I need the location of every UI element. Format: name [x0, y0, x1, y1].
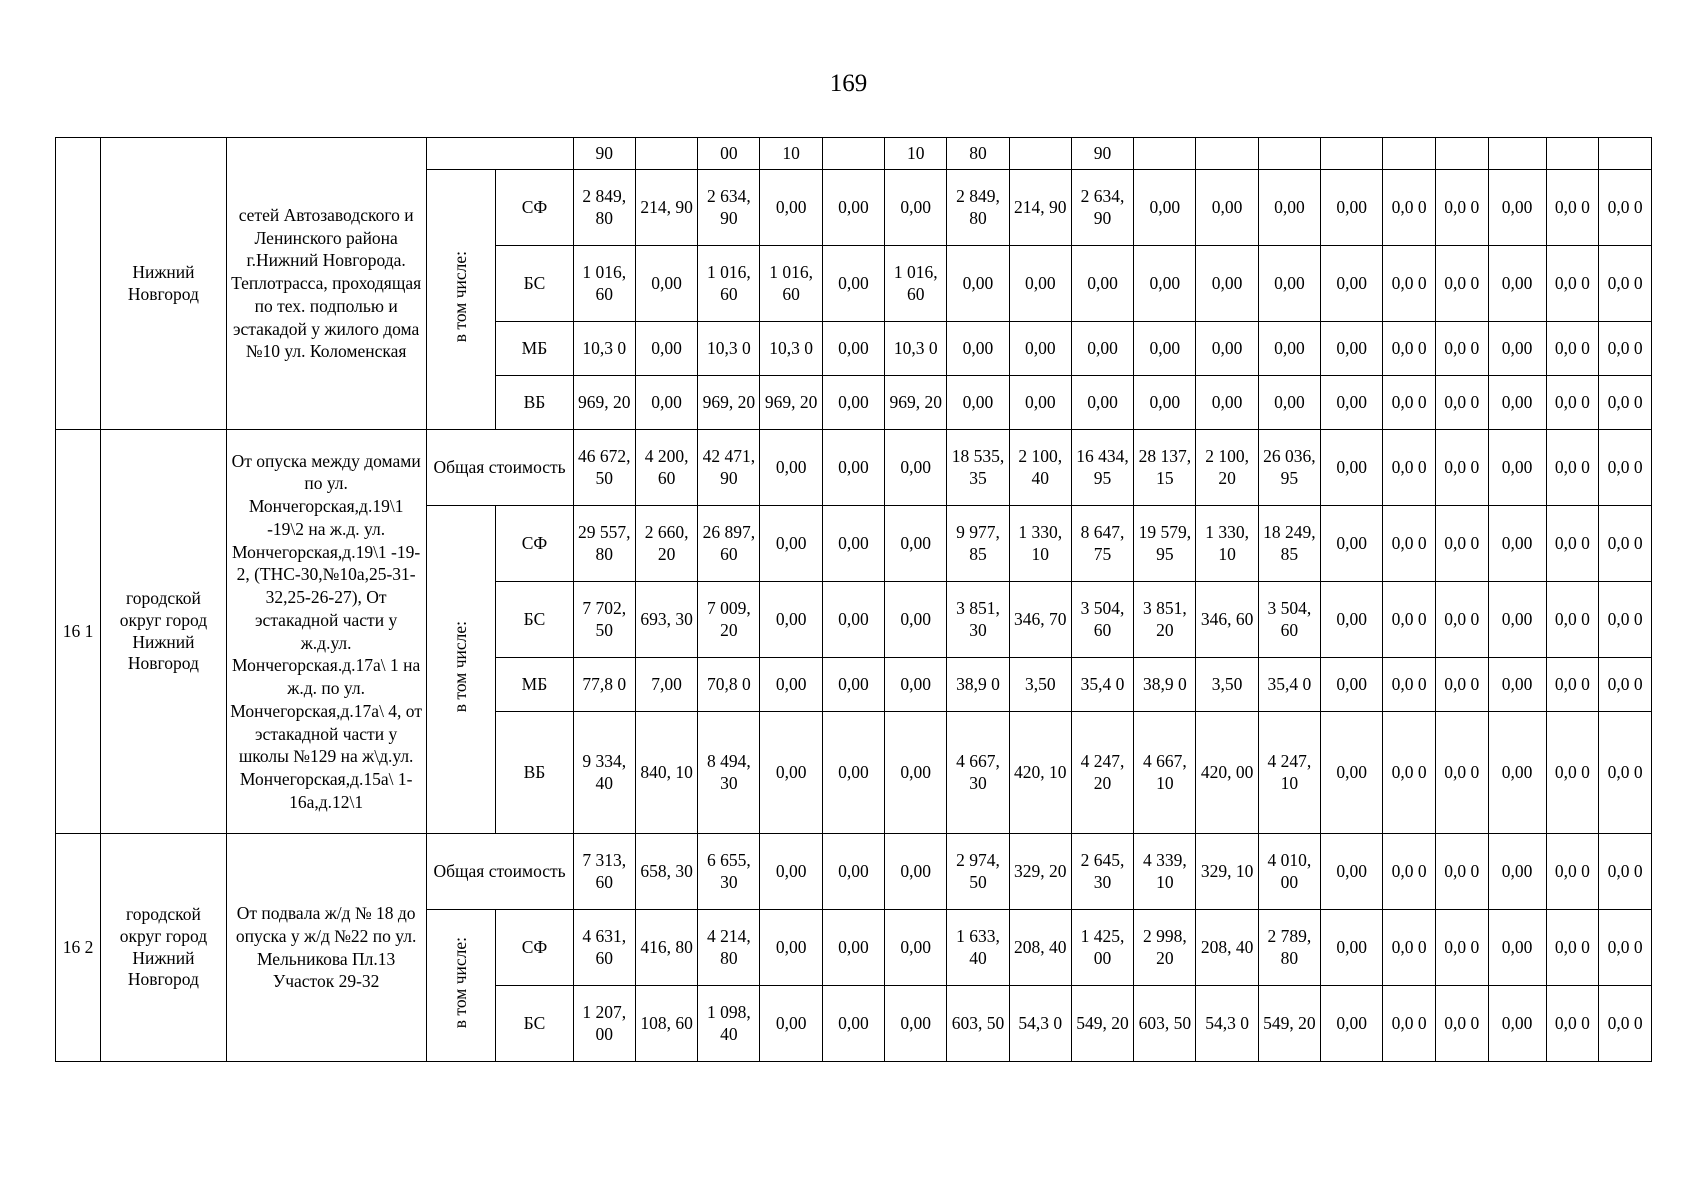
value-cell: 0,00 [1321, 986, 1383, 1062]
value-cell: 0,00 [885, 506, 947, 582]
value-cell [1599, 138, 1652, 170]
value-cell [1134, 138, 1196, 170]
value-cell: 10,3 0 [760, 322, 822, 376]
value-cell: 4 667, 10 [1134, 712, 1196, 834]
value-cell: 0,00 [1488, 246, 1546, 322]
value-cell: 7 702, 50 [573, 582, 635, 658]
value-cell: 3 851, 20 [1134, 582, 1196, 658]
funding-source-label: МБ [496, 322, 573, 376]
value-cell [1488, 138, 1546, 170]
value-cell: 0,00 [1488, 910, 1546, 986]
value-cell: 80 [947, 138, 1009, 170]
value-cell: 0,0 0 [1435, 712, 1488, 834]
value-cell: 0,0 0 [1599, 834, 1652, 910]
table-row [56, 834, 1652, 910]
value-cell: 00 [698, 138, 760, 170]
value-cell: 0,00 [1488, 322, 1546, 376]
value-cell: 0,00 [1258, 376, 1320, 430]
value-cell: 0,0 0 [1435, 170, 1488, 246]
value-cell: 38,9 0 [947, 658, 1009, 712]
value-cell: 108, 60 [635, 986, 697, 1062]
value-cell: 0,0 0 [1435, 658, 1488, 712]
funding-source-label: ВБ [496, 712, 573, 834]
value-cell: 2 789, 80 [1258, 910, 1320, 986]
row-number: 16 1 [56, 430, 101, 834]
municipality: городской округ город Нижний Новгород [101, 834, 227, 1062]
value-cell: 549, 20 [1071, 986, 1133, 1062]
value-cell: 208, 40 [1009, 910, 1071, 986]
value-cell: 0,00 [1009, 246, 1071, 322]
value-cell: 18 535, 35 [947, 430, 1009, 506]
value-cell: 0,00 [822, 430, 884, 506]
value-cell: 0,00 [1321, 430, 1383, 506]
value-cell: 0,0 0 [1546, 322, 1599, 376]
value-cell [822, 138, 884, 170]
funding-source-label: СФ [496, 506, 573, 582]
value-cell: 0,00 [760, 712, 822, 834]
value-cell: 0,0 0 [1435, 246, 1488, 322]
value-cell: 0,0 0 [1599, 658, 1652, 712]
value-cell: 0,00 [1488, 376, 1546, 430]
page-number: 169 [829, 70, 868, 97]
value-cell: 4 247, 20 [1071, 712, 1133, 834]
value-cell: 4 631, 60 [573, 910, 635, 986]
value-cell: 10,3 0 [698, 322, 760, 376]
value-cell: 42 471, 90 [698, 430, 760, 506]
value-cell: 0,00 [1196, 376, 1258, 430]
value-cell: 969, 20 [885, 376, 947, 430]
value-cell [1009, 138, 1071, 170]
value-cell: 0,00 [760, 834, 822, 910]
value-cell: 0,0 0 [1383, 506, 1436, 582]
in-that-number-label [426, 910, 496, 1062]
value-cell: 0,0 0 [1546, 170, 1599, 246]
value-cell: 0,0 0 [1435, 910, 1488, 986]
value-cell: 0,0 0 [1546, 658, 1599, 712]
value-cell: 329, 20 [1009, 834, 1071, 910]
value-cell: 0,00 [1009, 322, 1071, 376]
value-cell: 0,00 [885, 430, 947, 506]
value-cell: 603, 50 [947, 986, 1009, 1062]
value-cell: 0,00 [635, 376, 697, 430]
value-cell: 329, 10 [1196, 834, 1258, 910]
value-cell: 0,00 [1321, 246, 1383, 322]
value-cell: 0,00 [760, 430, 822, 506]
value-cell: 0,0 0 [1383, 658, 1436, 712]
value-cell: 0,00 [822, 910, 884, 986]
value-cell: 0,00 [1321, 376, 1383, 430]
total-cost-label: Общая стоимость [426, 430, 573, 506]
municipality: Нижний Новгород [101, 138, 227, 430]
value-cell: 4 339, 10 [1134, 834, 1196, 910]
value-cell: 0,00 [760, 986, 822, 1062]
value-cell: 7 313, 60 [573, 834, 635, 910]
value-cell: 0,0 0 [1546, 246, 1599, 322]
value-cell: 0,00 [885, 834, 947, 910]
value-cell: 416, 80 [635, 910, 697, 986]
value-cell: 0,0 0 [1383, 170, 1436, 246]
value-cell: 0,00 [822, 986, 884, 1062]
value-cell: 0,00 [1134, 322, 1196, 376]
funding-source-label: ВБ [496, 376, 573, 430]
value-cell: 0,00 [822, 712, 884, 834]
value-cell: 7 009, 20 [698, 582, 760, 658]
value-cell: 0,00 [760, 910, 822, 986]
value-cell: 2 660, 20 [635, 506, 697, 582]
row-number: 16 2 [56, 834, 101, 1062]
value-cell: 0,0 0 [1599, 986, 1652, 1062]
value-cell: 0,00 [822, 658, 884, 712]
value-cell: 0,0 0 [1383, 582, 1436, 658]
value-cell: 0,00 [1321, 910, 1383, 986]
value-cell: 1 207, 00 [573, 986, 635, 1062]
value-cell: 0,0 0 [1546, 834, 1599, 910]
value-cell: 0,0 0 [1546, 376, 1599, 430]
value-cell: 0,00 [822, 170, 884, 246]
value-cell: 0,00 [822, 582, 884, 658]
table-row [56, 138, 1652, 170]
value-cell: 3 851, 30 [947, 582, 1009, 658]
in-that-number-label [426, 506, 496, 834]
in-that-number-text: в том числе: [449, 250, 470, 343]
value-cell: 0,0 0 [1599, 506, 1652, 582]
value-cell: 214, 90 [1009, 170, 1071, 246]
value-cell: 0,00 [822, 322, 884, 376]
value-cell: 1 016, 60 [760, 246, 822, 322]
value-cell: 3,50 [1009, 658, 1071, 712]
value-cell: 0,00 [1134, 376, 1196, 430]
funding-table [55, 137, 1652, 1062]
value-cell: 90 [573, 138, 635, 170]
value-cell: 0,0 0 [1599, 582, 1652, 658]
value-cell: 0,0 0 [1546, 910, 1599, 986]
value-cell: 0,0 0 [1435, 986, 1488, 1062]
value-cell: 0,0 0 [1435, 376, 1488, 430]
funding-source-label: БС [496, 986, 573, 1062]
value-cell: 0,0 0 [1383, 986, 1436, 1062]
value-cell: 0,00 [822, 246, 884, 322]
value-cell: 0,00 [1488, 986, 1546, 1062]
value-cell: 0,00 [1071, 322, 1133, 376]
value-cell: 0,0 0 [1383, 712, 1436, 834]
value-cell: 0,00 [1488, 834, 1546, 910]
value-cell: 0,00 [947, 322, 1009, 376]
value-cell: 0,0 0 [1599, 376, 1652, 430]
value-cell: 969, 20 [760, 376, 822, 430]
value-cell: 0,00 [1321, 506, 1383, 582]
value-cell: 420, 00 [1196, 712, 1258, 834]
value-cell: 0,00 [1321, 658, 1383, 712]
value-cell: 0,00 [1488, 506, 1546, 582]
value-cell: 2 634, 90 [698, 170, 760, 246]
value-cell: 2 849, 80 [947, 170, 1009, 246]
value-cell: 0,00 [885, 582, 947, 658]
in-that-number-text: в том числе: [449, 620, 470, 713]
value-cell: 4 010, 00 [1258, 834, 1320, 910]
value-cell: 0,0 0 [1435, 430, 1488, 506]
value-cell: 0,00 [947, 376, 1009, 430]
value-cell: 4 247, 10 [1258, 712, 1320, 834]
value-cell: 0,0 0 [1383, 834, 1436, 910]
value-cell: 4 214, 80 [698, 910, 760, 986]
value-cell: 19 579, 95 [1134, 506, 1196, 582]
value-cell [1258, 138, 1320, 170]
value-cell: 0,0 0 [1383, 322, 1436, 376]
value-cell: 0,00 [1488, 658, 1546, 712]
value-cell: 0,00 [1488, 712, 1546, 834]
value-cell: 0,00 [1134, 246, 1196, 322]
value-cell: 0,00 [1071, 376, 1133, 430]
value-cell: 8 494, 30 [698, 712, 760, 834]
value-cell: 0,0 0 [1383, 246, 1436, 322]
value-cell: 1 633, 40 [947, 910, 1009, 986]
value-cell: 658, 30 [635, 834, 697, 910]
value-cell: 0,00 [1488, 430, 1546, 506]
value-cell: 0,00 [885, 170, 947, 246]
value-cell: 35,4 0 [1071, 658, 1133, 712]
value-cell: 0,0 0 [1546, 986, 1599, 1062]
value-cell: 4 200, 60 [635, 430, 697, 506]
value-cell: 26 036, 95 [1258, 430, 1320, 506]
value-cell: 1 016, 60 [885, 246, 947, 322]
value-cell: 0,0 0 [1546, 430, 1599, 506]
value-cell: 2 645, 30 [1071, 834, 1133, 910]
funding-source-label: СФ [496, 910, 573, 986]
funding-source-label: БС [496, 582, 573, 658]
value-cell [1383, 138, 1436, 170]
value-cell: 1 330, 10 [1196, 506, 1258, 582]
value-cell: 0,00 [885, 712, 947, 834]
value-cell: 0,0 0 [1435, 834, 1488, 910]
funding-source-label: СФ [496, 170, 573, 246]
value-cell: 0,00 [760, 506, 822, 582]
value-cell: 0,00 [1196, 246, 1258, 322]
value-cell [1321, 138, 1383, 170]
municipality: городской округ город Нижний Новгород [101, 430, 227, 834]
value-cell: 1 016, 60 [573, 246, 635, 322]
value-cell: 603, 50 [1134, 986, 1196, 1062]
value-cell: 0,00 [822, 834, 884, 910]
value-cell: 0,0 0 [1435, 582, 1488, 658]
value-cell: 26 897, 60 [698, 506, 760, 582]
value-cell: 1 425, 00 [1071, 910, 1133, 986]
value-cell: 3 504, 60 [1258, 582, 1320, 658]
value-cell: 0,00 [1071, 246, 1133, 322]
value-cell: 3,50 [1196, 658, 1258, 712]
value-cell: 0,00 [1258, 322, 1320, 376]
value-cell: 2 634, 90 [1071, 170, 1133, 246]
value-cell: 0,0 0 [1435, 506, 1488, 582]
value-cell: 0,00 [635, 246, 697, 322]
value-cell: 0,00 [1134, 170, 1196, 246]
value-cell: 840, 10 [635, 712, 697, 834]
table-body [56, 138, 1652, 1062]
value-cell: 10,3 0 [885, 322, 947, 376]
value-cell: 0,0 0 [1599, 322, 1652, 376]
value-cell: 90 [1071, 138, 1133, 170]
value-cell: 0,00 [1258, 246, 1320, 322]
value-cell [1196, 138, 1258, 170]
value-cell: 10 [760, 138, 822, 170]
in-that-number-label [426, 170, 496, 430]
value-cell: 9 977, 85 [947, 506, 1009, 582]
value-cell: 0,00 [635, 322, 697, 376]
funding-source-label: МБ [496, 658, 573, 712]
value-cell: 77,8 0 [573, 658, 635, 712]
value-cell: 0,0 0 [1383, 430, 1436, 506]
value-cell: 693, 30 [635, 582, 697, 658]
value-cell: 9 334, 40 [573, 712, 635, 834]
row-number [56, 138, 101, 430]
value-cell: 0,0 0 [1383, 910, 1436, 986]
value-cell: 16 434, 95 [1071, 430, 1133, 506]
value-cell: 2 998, 20 [1134, 910, 1196, 986]
value-cell [1546, 138, 1599, 170]
value-cell: 4 667, 30 [947, 712, 1009, 834]
value-cell: 0,00 [822, 376, 884, 430]
value-cell: 0,00 [822, 506, 884, 582]
value-cell: 35,4 0 [1258, 658, 1320, 712]
value-cell: 0,00 [1009, 376, 1071, 430]
value-cell: 0,00 [1488, 582, 1546, 658]
value-cell: 0,0 0 [1599, 910, 1652, 986]
value-cell: 29 557, 80 [573, 506, 635, 582]
value-cell: 10,3 0 [573, 322, 635, 376]
value-cell: 0,0 0 [1435, 322, 1488, 376]
value-cell: 346, 60 [1196, 582, 1258, 658]
value-cell: 28 137, 15 [1134, 430, 1196, 506]
value-cell: 0,00 [1321, 834, 1383, 910]
value-cell: 70,8 0 [698, 658, 760, 712]
value-cell: 0,00 [947, 246, 1009, 322]
value-cell: 2 100, 40 [1009, 430, 1071, 506]
value-cell: 46 672, 50 [573, 430, 635, 506]
value-cell [1435, 138, 1488, 170]
value-cell: 0,0 0 [1599, 170, 1652, 246]
value-cell: 969, 20 [698, 376, 760, 430]
value-cell: 0,00 [760, 582, 822, 658]
value-cell: 8 647, 75 [1071, 506, 1133, 582]
value-cell: 0,00 [760, 170, 822, 246]
value-cell: 0,00 [760, 658, 822, 712]
value-cell: 0,00 [1321, 582, 1383, 658]
value-cell: 346, 70 [1009, 582, 1071, 658]
table-row [56, 430, 1652, 506]
value-cell: 2 849, 80 [573, 170, 635, 246]
object-description: От подвала ж/д № 18 до опуска у ж/д №22 по ул. Мельникова Пл.13 Участок 29-32 [226, 834, 426, 1062]
value-cell [635, 138, 697, 170]
value-cell: 3 504, 60 [1071, 582, 1133, 658]
value-cell: 214, 90 [635, 170, 697, 246]
in-that-number-text: в том числе: [449, 936, 470, 1029]
value-cell: 1 016, 60 [698, 246, 760, 322]
value-cell: 54,3 0 [1196, 986, 1258, 1062]
value-cell: 2 974, 50 [947, 834, 1009, 910]
value-cell: 54,3 0 [1009, 986, 1071, 1062]
value-cell: 6 655, 30 [698, 834, 760, 910]
value-cell: 10 [885, 138, 947, 170]
value-cell: 0,0 0 [1546, 506, 1599, 582]
value-cell: 0,00 [1258, 170, 1320, 246]
value-cell: 2 100, 20 [1196, 430, 1258, 506]
object-description: сетей Автозаводского и Ленинского района г.Нижний Новгорода. Теплотрасса, проходящая по тех. подполью и эстакадой у жилого дома №10 ул. Коломенская [226, 138, 426, 430]
value-cell: 0,0 0 [1599, 430, 1652, 506]
value-cell: 0,00 [1321, 170, 1383, 246]
value-cell: 1 098, 40 [698, 986, 760, 1062]
value-cell: 0,00 [1196, 170, 1258, 246]
value-cell: 7,00 [635, 658, 697, 712]
label-cell-empty [426, 138, 573, 170]
value-cell: 0,00 [885, 910, 947, 986]
value-cell: 0,0 0 [1546, 712, 1599, 834]
value-cell: 0,00 [1196, 322, 1258, 376]
value-cell: 0,0 0 [1599, 712, 1652, 834]
value-cell: 0,00 [1488, 170, 1546, 246]
value-cell: 0,00 [1321, 322, 1383, 376]
value-cell: 0,0 0 [1599, 246, 1652, 322]
funding-source-label: БС [496, 246, 573, 322]
value-cell: 208, 40 [1196, 910, 1258, 986]
value-cell: 18 249, 85 [1258, 506, 1320, 582]
value-cell: 969, 20 [573, 376, 635, 430]
value-cell: 0,00 [1321, 712, 1383, 834]
object-description: От опуска между домами по ул. Мончегорская,д.19\1 -19\2 на ж.д. ул. Мончегорская,д.19\1 -19-2, (ТНС-30,№10а,25-31-32,25-26-27), От эстакадной части у ж.д.ул. Мончегорская.д.17а\ 1 на ж.д. по ул. Мончегорская,д.17а\ 4, от эстакадной части у школы №129 на ж\д.ул. Мончегорская,д.15а\ 1-16а,д.12\1 [226, 430, 426, 834]
value-cell: 0,00 [885, 658, 947, 712]
value-cell: 0,0 0 [1383, 376, 1436, 430]
value-cell: 1 330, 10 [1009, 506, 1071, 582]
value-cell: 420, 10 [1009, 712, 1071, 834]
value-cell: 0,0 0 [1546, 582, 1599, 658]
value-cell: 549, 20 [1258, 986, 1320, 1062]
value-cell: 38,9 0 [1134, 658, 1196, 712]
value-cell: 0,00 [885, 986, 947, 1062]
total-cost-label: Общая стоимость [426, 834, 573, 910]
